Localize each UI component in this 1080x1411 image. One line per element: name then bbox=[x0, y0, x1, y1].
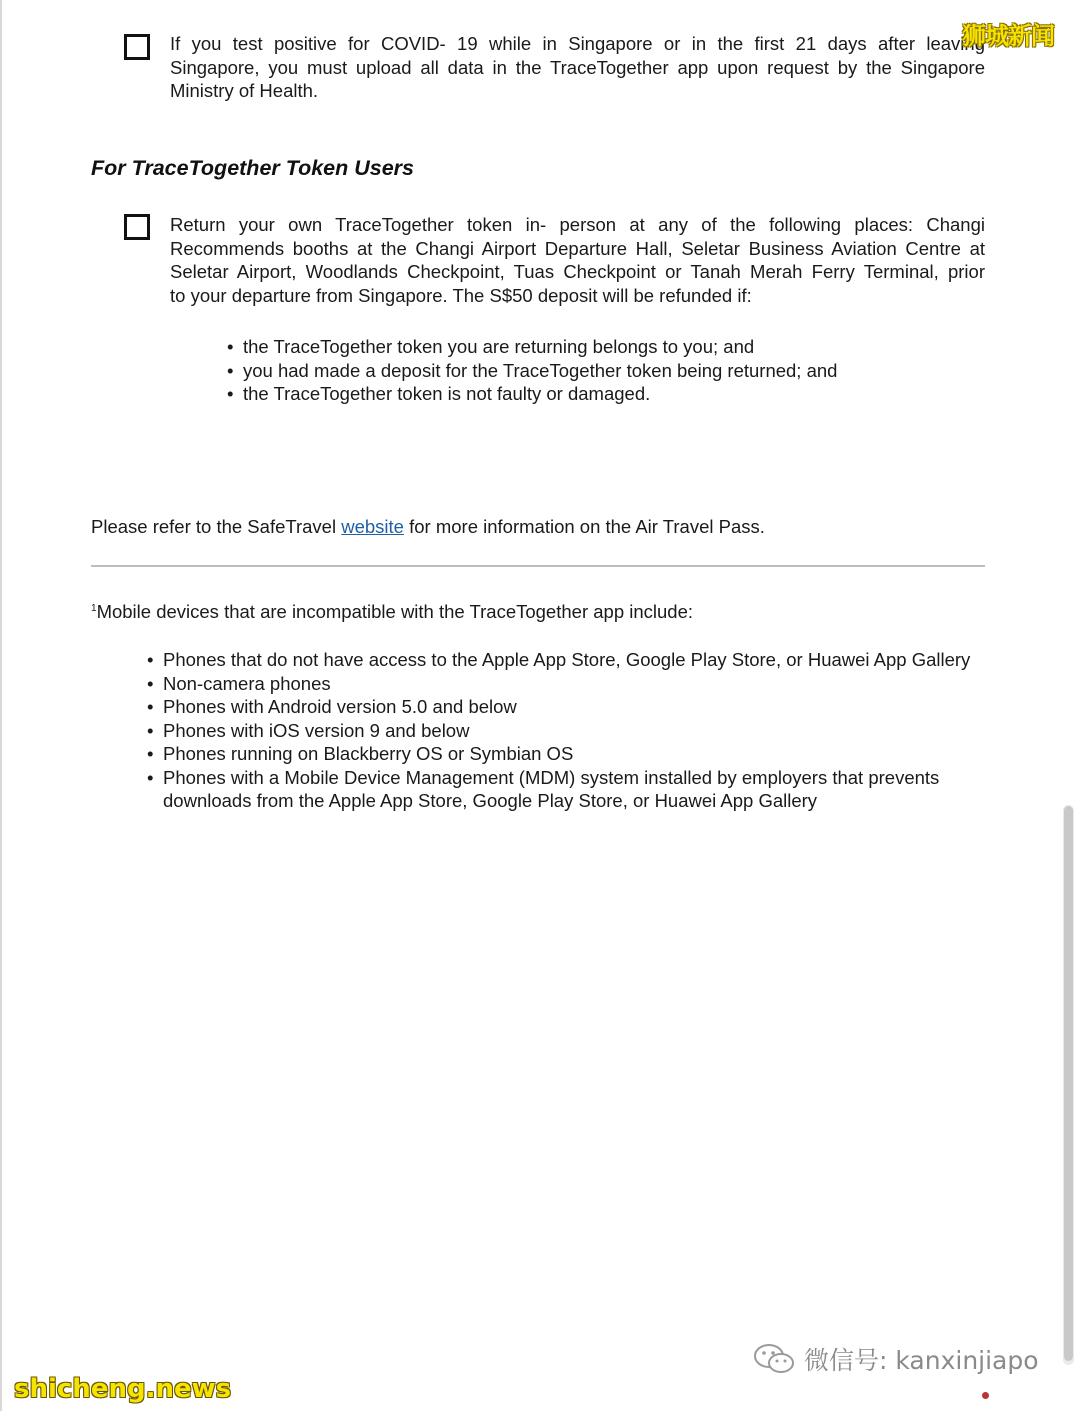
list-item: • you had made a deposit for the TraceTogether token being returned; and bbox=[227, 359, 838, 381]
incompatible-devices-list bbox=[147, 648, 977, 813]
list-item: • Phones with Android version 5.0 and below bbox=[147, 696, 517, 717]
text-line: Singapore, you must upload all data in the TraceTogether app upon request by the Singapore bbox=[170, 56, 985, 78]
checklist-covid-text bbox=[170, 32, 985, 103]
text-line: Recommends booths at the Changi Airport Departure Hall, Seletar Business Aviation Centre at bbox=[170, 237, 985, 259]
watermark-top-right: 狮城新闻 bbox=[962, 22, 1054, 50]
list-item: • the TraceTogether token is not faulty or damaged. bbox=[227, 383, 651, 404]
text-line: Ministry of Health. bbox=[170, 80, 319, 101]
text-line: to your departure from Singapore. The S$50 deposit will be refunded if: bbox=[170, 284, 752, 306]
refer-text-end: for more information on the Air Travel Pass. bbox=[403, 516, 765, 537]
corner-mark bbox=[982, 1392, 989, 1399]
text-line: Seletar Airport, Woodlands Checkpoint, Tuas Checkpoint or Tanah Merah Ferry Terminal, prior bbox=[170, 261, 985, 282]
refer-text: Please refer to the SafeTravel bbox=[91, 516, 342, 537]
checkbox-return-token[interactable] bbox=[124, 214, 150, 240]
footnote-marker: 1 bbox=[91, 603, 97, 614]
text-line: If you test positive for COVID- 19 while in Singapore or in the first 21 days after leaving bbox=[170, 33, 985, 54]
footnote-divider bbox=[91, 565, 985, 567]
scrollbar-thumb[interactable] bbox=[1064, 806, 1073, 1361]
list-item: • Phones with iOS version 9 and below bbox=[147, 719, 470, 741]
checkbox-covid-upload[interactable] bbox=[124, 34, 150, 60]
wechat-watermark bbox=[752, 1341, 1039, 1377]
list-item: • the TraceTogether token you are returning belongs to you; and bbox=[227, 336, 755, 357]
text-line: Return your own TraceTogether token in- person at any of the following places: Changi bbox=[170, 214, 985, 235]
safetravel-reference bbox=[91, 515, 765, 539]
footnote bbox=[91, 597, 693, 624]
wechat-icon bbox=[752, 1342, 796, 1376]
list-item: • Phones that do not have access to the Apple App Store, Google Play Store, or Huawei App Gallery bbox=[147, 649, 971, 670]
refund-conditions-list bbox=[227, 335, 837, 406]
list-item: • Phones with a Mobile Device Management (MDM) system installed by employers that prevents downloads from the Apple App Store, Google Play Store, or Huawei App Gallery bbox=[147, 766, 940, 811]
wechat-id: 微信号: kanxinjiapo bbox=[804, 1346, 1039, 1375]
watermark-bottom-left: shicheng.news bbox=[14, 1374, 232, 1404]
page-edge bbox=[0, 0, 2, 1411]
safetravel-website-link[interactable]: website bbox=[341, 516, 404, 537]
section-heading: For TraceTogether Token Users bbox=[91, 156, 414, 180]
list-item: • Non-camera phones bbox=[147, 672, 331, 694]
footnote-text: Mobile devices that are incompatible with the TraceTogether app include: bbox=[96, 601, 694, 622]
list-item: • Phones running on Blackberry OS or Symbian OS bbox=[147, 743, 574, 764]
checklist-token-text bbox=[170, 213, 985, 307]
